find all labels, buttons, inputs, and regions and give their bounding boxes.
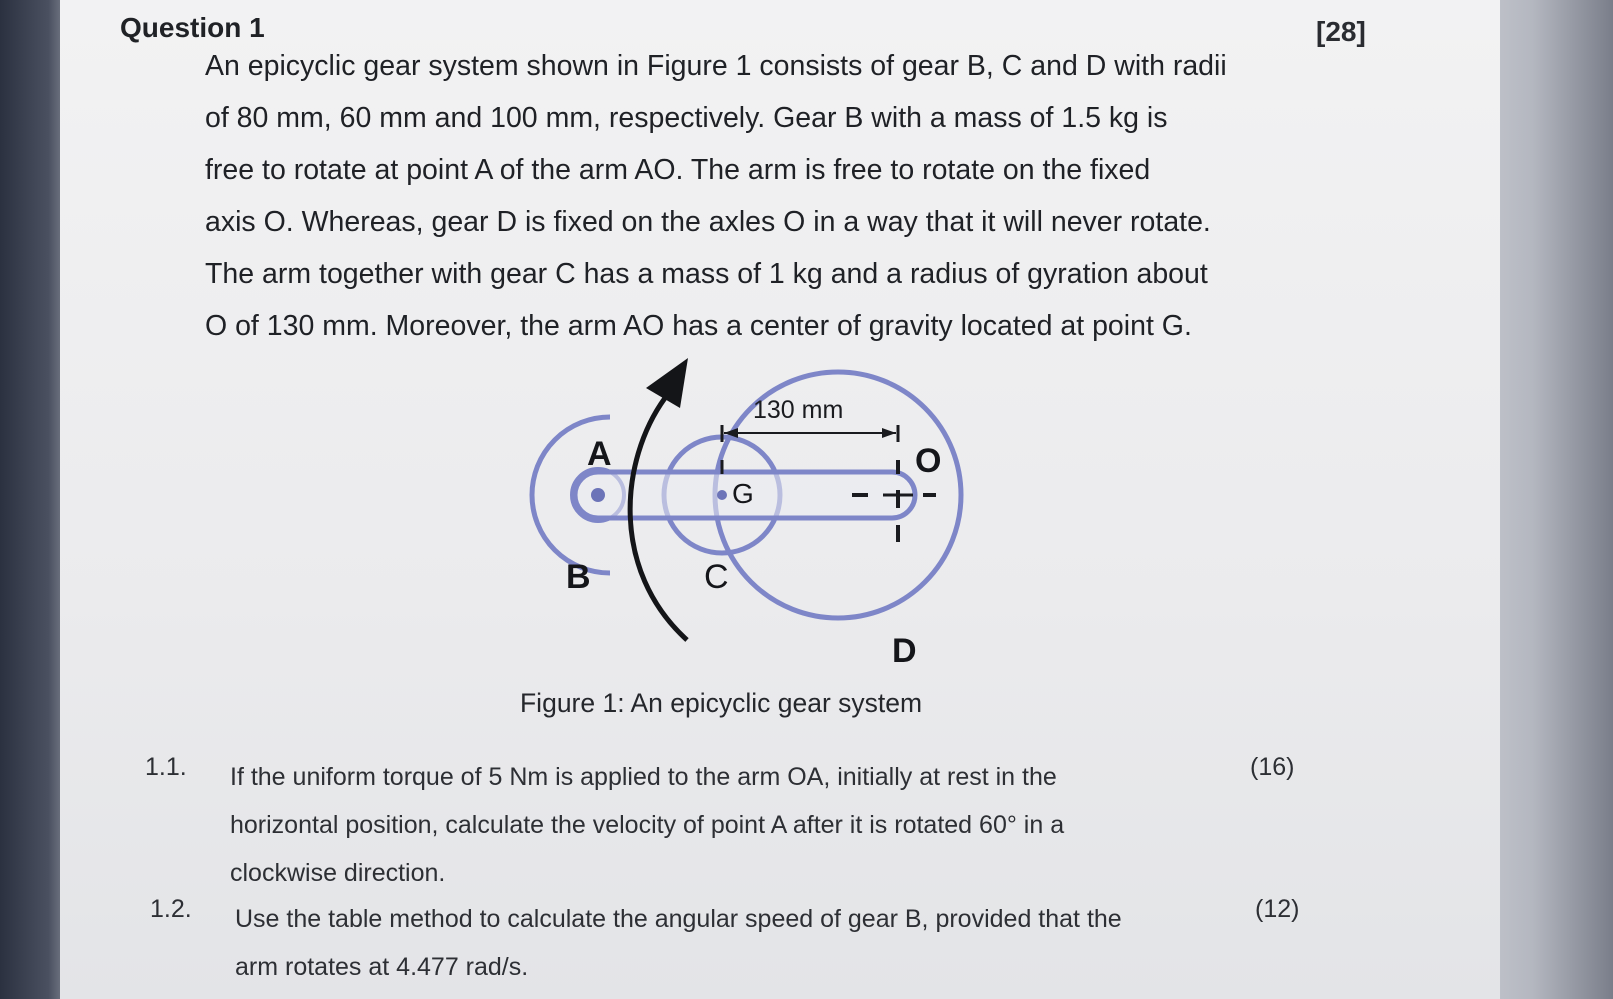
intro-line: of 80 mm, 60 mm and 100 mm, respectively. Gear B with a mass of 1.5 kg is (205, 102, 1168, 134)
figure-caption: Figure 1: An epicyclic gear system (520, 688, 923, 718)
point-g-dot (717, 490, 727, 500)
question-title: Question 1 (120, 12, 265, 43)
label-a: A (587, 435, 612, 473)
subquestion-marks: (16) (1250, 753, 1295, 781)
subquestion-line: horizontal position, calculate the velocity of point A after it is rotated 60° in a (230, 811, 1065, 839)
label-g: G (732, 478, 754, 509)
subquestion-line: If the uniform torque of 5 Nm is applied to the arm OA, initially at rest in the (230, 763, 1057, 791)
subquestion-number: 1.1. (145, 753, 187, 781)
intro-line: An epicyclic gear system shown in Figure 1 consists of gear B, C and D with radii (205, 50, 1227, 82)
exam-page (60, 0, 1500, 999)
question-intro (205, 40, 1255, 352)
total-marks: [28] (1316, 16, 1366, 47)
gear-diagram (460, 350, 1020, 690)
subquestion-line: Use the table method to calculate the angular speed of gear B, provided that the (235, 905, 1122, 933)
label-b: B (566, 558, 591, 596)
subquestion-text (230, 753, 1220, 897)
point-a-dot (591, 488, 605, 502)
intro-line: axis O. Whereas, gear D is fixed on the axles O in a way that it will never rotate. (205, 206, 1211, 238)
subquestion-line: arm rotates at 4.477 rad/s. (235, 953, 529, 981)
subquestion-marks: (12) (1255, 895, 1300, 923)
subquestion-number: 1.2. (150, 895, 192, 923)
intro-line: free to rotate at point A of the arm AO. The arm is free to rotate on the fixed (205, 154, 1151, 186)
label-c: C (704, 558, 729, 596)
label-d: D (892, 632, 917, 670)
dimension-label: 130 mm (753, 396, 844, 424)
rotation-arrow-head (646, 358, 688, 408)
label-o: O (915, 442, 942, 480)
subquestion-line: clockwise direction. (230, 859, 446, 887)
intro-line: O of 130 mm. Moreover, the arm AO has a center of gravity located at point G. (205, 310, 1192, 342)
subquestion-text (235, 895, 1225, 991)
gear-figure (460, 350, 1020, 690)
intro-line: The arm together with gear C has a mass of 1 kg and a radius of gyration about (205, 258, 1208, 290)
